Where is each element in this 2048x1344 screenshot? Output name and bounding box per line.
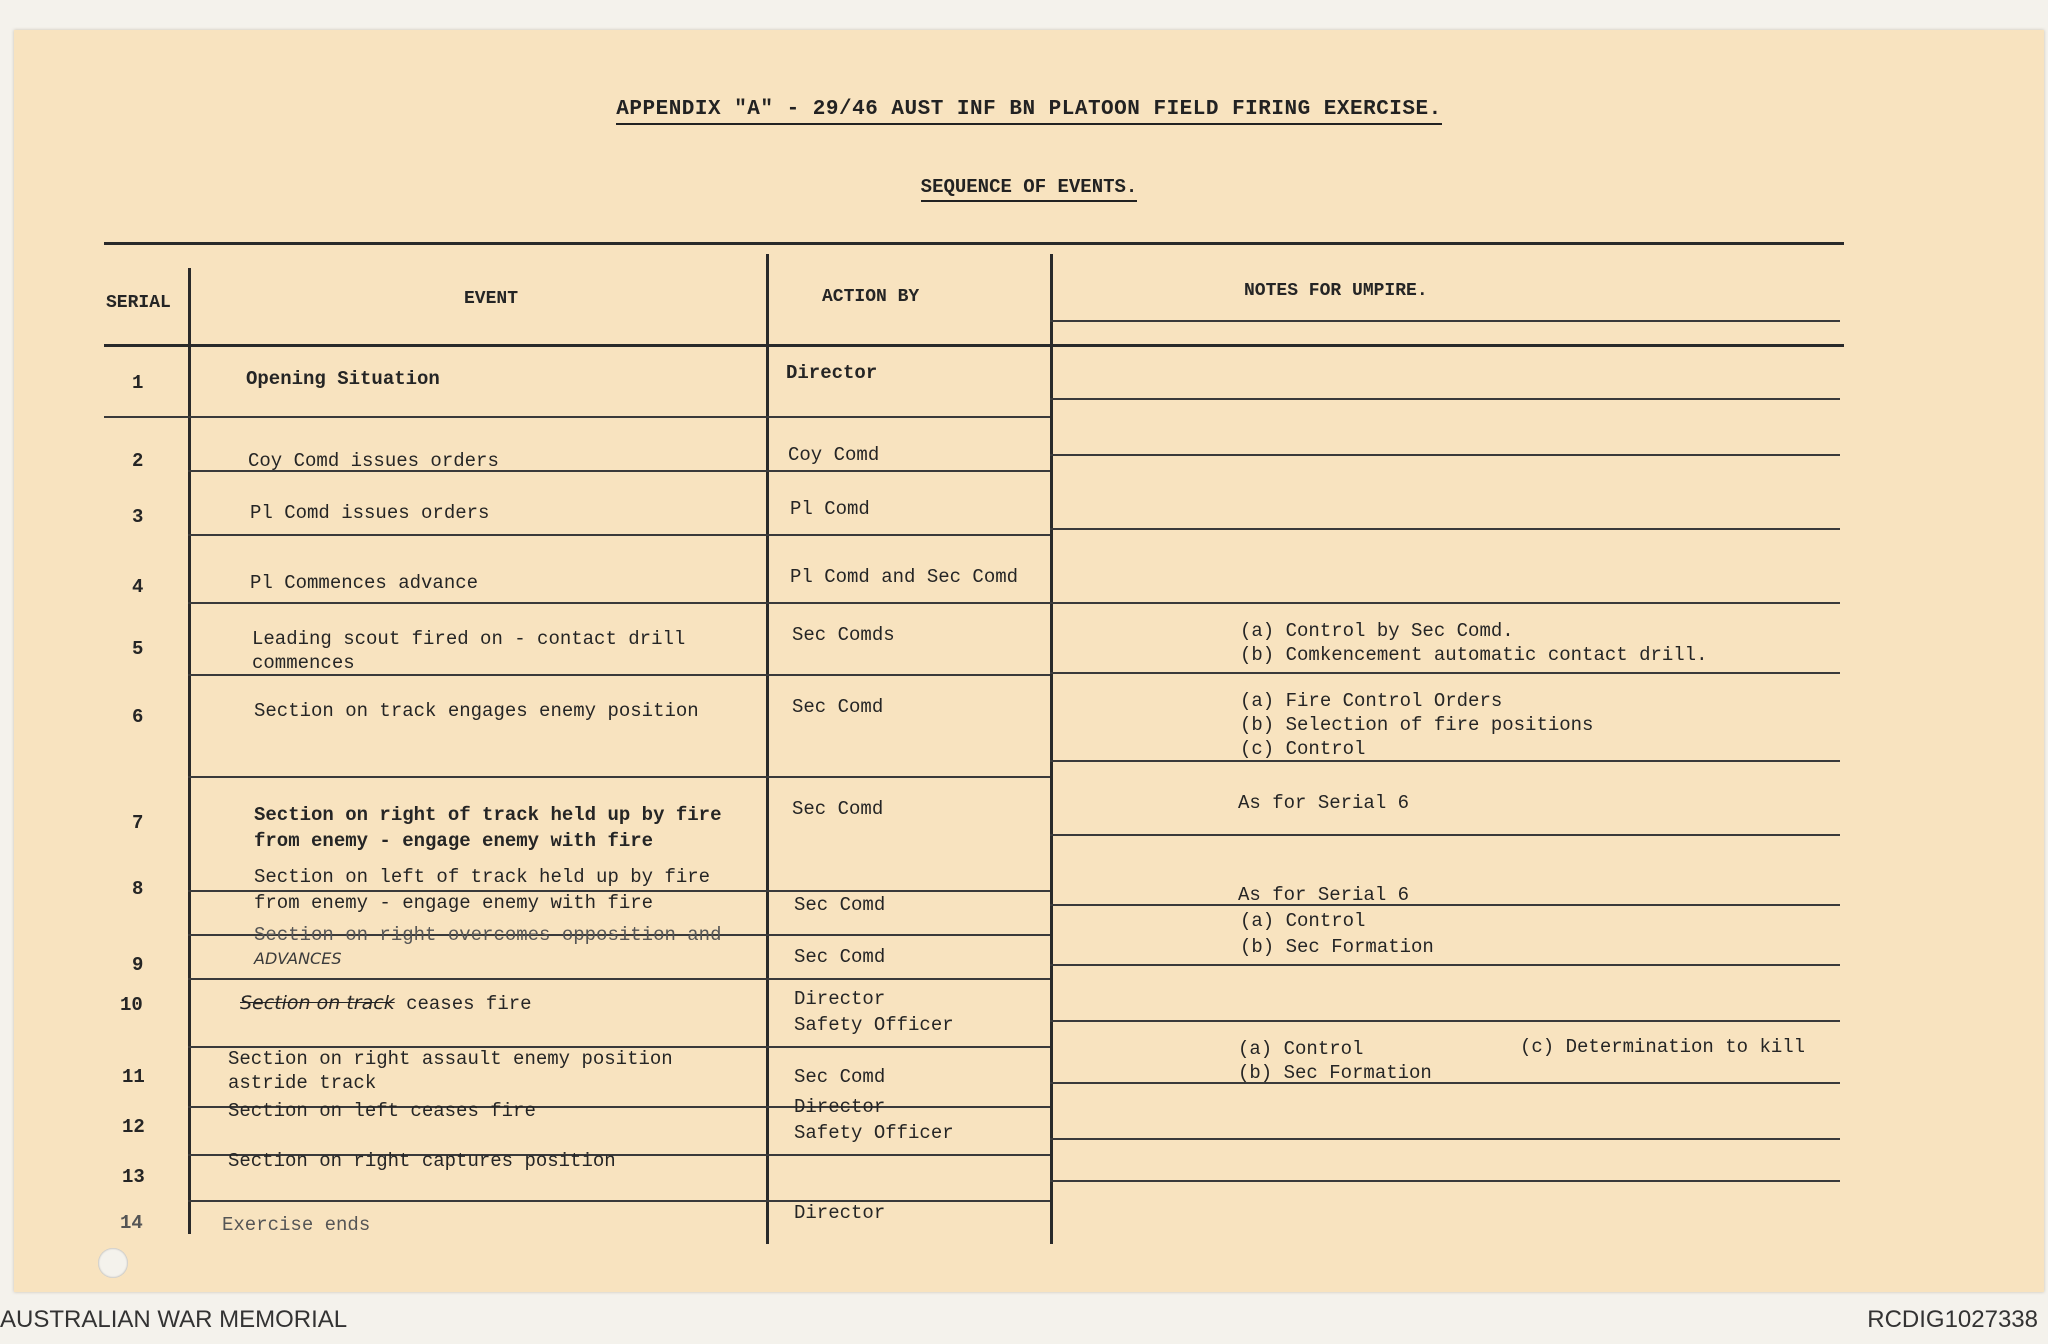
note-5b: (b) Comkencement automatic contact drill. xyxy=(1240,644,1708,666)
action-11: Sec Comd xyxy=(794,1066,886,1088)
event-5: Leading scout fired on - contact drill xyxy=(252,628,686,650)
action-2: Coy Comd xyxy=(788,444,880,466)
footer-source: AUSTRALIAN WAR MEMORIAL xyxy=(0,1306,348,1333)
event-7-cont: from enemy - engage enemy with fire xyxy=(254,830,654,852)
event-4: Pl Commences advance xyxy=(250,572,479,594)
event-9-handwritten: ADVANCES xyxy=(254,949,342,968)
action-10: Director xyxy=(794,988,886,1010)
header-notes: NOTES FOR UMPIRE. xyxy=(1244,281,1428,301)
event-10 xyxy=(240,990,532,1017)
note-11a: (a) Control xyxy=(1238,1038,1364,1060)
note-5a: (a) Control by Sec Comd. xyxy=(1240,620,1514,642)
row-rule xyxy=(1050,760,1840,762)
event-10-text: ceases fire xyxy=(394,993,532,1015)
action-6: Sec Comd xyxy=(792,696,884,718)
row-rule xyxy=(1050,1020,1840,1022)
note-6b: (b) Selection of fire positions xyxy=(1240,714,1594,736)
serial-8: 8 xyxy=(132,878,144,900)
row-rule xyxy=(1050,672,1840,674)
row-rule xyxy=(1050,320,1840,322)
header-serial: SERIAL xyxy=(106,293,171,313)
note-9a: (a) Control xyxy=(1240,910,1366,932)
row-rule xyxy=(188,1200,1050,1202)
header-rule xyxy=(104,344,1844,347)
action-12: Director xyxy=(794,1096,886,1118)
serial-10: 10 xyxy=(120,994,143,1016)
action-9: Sec Comd xyxy=(794,946,886,968)
row-rule xyxy=(1050,834,1840,836)
event-8: Section on left of track held up by fire xyxy=(254,866,711,888)
event-3: Pl Comd issues orders xyxy=(250,502,490,524)
serial-3: 3 xyxy=(132,506,144,528)
event-13: Section on right captures position xyxy=(228,1150,616,1172)
note-7: As for Serial 6 xyxy=(1238,792,1410,814)
action-7: Sec Comd xyxy=(792,798,884,820)
document-subtitle: SEQUENCE OF EVENTS. xyxy=(14,176,2044,198)
event-12: Section on left ceases fire xyxy=(228,1100,536,1122)
row-rule xyxy=(1050,1082,1840,1084)
event-2: Coy Comd issues orders xyxy=(248,450,499,472)
serial-11: 11 xyxy=(122,1066,145,1088)
header-action: ACTION BY xyxy=(822,287,920,307)
row-rule xyxy=(1050,904,1840,906)
row-rule xyxy=(188,602,1050,604)
serial-4: 4 xyxy=(132,576,144,598)
serial-5: 5 xyxy=(132,638,144,660)
note-9b: (b) Sec Formation xyxy=(1240,936,1434,958)
event-1: Opening Situation xyxy=(246,368,440,390)
serial-7: 7 xyxy=(132,812,144,834)
note-11c: (c) Determination to kill xyxy=(1520,1036,1806,1058)
row-rule xyxy=(1050,602,1840,604)
event-7: Section on right of track held up by fire xyxy=(254,804,722,826)
note-11b: (b) Sec Formation xyxy=(1238,1062,1432,1084)
row-rule xyxy=(1050,1180,1840,1182)
event-11: Section on right assault enemy position xyxy=(228,1048,673,1070)
action-1: Director xyxy=(786,362,878,384)
note-8: As for Serial 6 xyxy=(1238,884,1410,906)
action-4: Pl Comd and Sec Comd xyxy=(790,566,1019,588)
event-8-cont: from enemy - engage enemy with fire xyxy=(254,892,654,914)
event-10-struck: Section on track xyxy=(240,992,395,1014)
row-rule xyxy=(1050,964,1840,966)
header-event: EVENT xyxy=(464,289,519,309)
row-rule xyxy=(1050,398,1840,400)
event-11-cont: astride track xyxy=(228,1072,377,1094)
event-14: Exercise ends xyxy=(222,1214,371,1236)
serial-13: 13 xyxy=(122,1166,145,1188)
action-3: Pl Comd xyxy=(790,498,870,520)
divider-action xyxy=(1050,254,1053,1244)
document-sheet xyxy=(14,30,2044,1292)
serial-6: 6 xyxy=(132,706,144,728)
serial-9: 9 xyxy=(132,954,144,976)
divider-serial xyxy=(188,268,191,1234)
serial-2: 2 xyxy=(132,450,144,472)
action-8: Sec Comd xyxy=(794,894,886,916)
divider-event xyxy=(766,254,769,1244)
row-rule xyxy=(104,416,1050,418)
action-5: Sec Comds xyxy=(792,624,895,646)
row-rule xyxy=(1050,454,1840,456)
event-6: Section on track engages enemy position xyxy=(254,700,699,722)
note-6a: (a) Fire Control Orders xyxy=(1240,690,1503,712)
action-12-cont: Safety Officer xyxy=(794,1122,954,1144)
punch-hole xyxy=(98,1248,128,1278)
action-10-cont: Safety Officer xyxy=(794,1014,954,1036)
serial-1: 1 xyxy=(132,372,144,394)
row-rule xyxy=(188,978,1050,980)
serial-12: 12 xyxy=(122,1116,145,1138)
row-rule xyxy=(1050,528,1840,530)
row-rule xyxy=(188,776,1050,778)
event-9: Section on right overcomes opposition and xyxy=(254,924,722,946)
row-rule xyxy=(1050,1138,1840,1140)
action-14: Director xyxy=(794,1202,886,1224)
footer-id: RCDIG1027338 xyxy=(1867,1306,2038,1333)
row-rule xyxy=(188,534,1050,536)
table-top-rule xyxy=(104,242,1844,245)
document-title: APPENDIX "A" - 29/46 AUST INF BN PLATOON FIELD FIRING EXERCISE. xyxy=(14,98,2044,121)
event-5-cont: commences xyxy=(252,652,355,674)
serial-14: 14 xyxy=(120,1212,143,1234)
note-6c: (c) Control xyxy=(1240,738,1366,760)
